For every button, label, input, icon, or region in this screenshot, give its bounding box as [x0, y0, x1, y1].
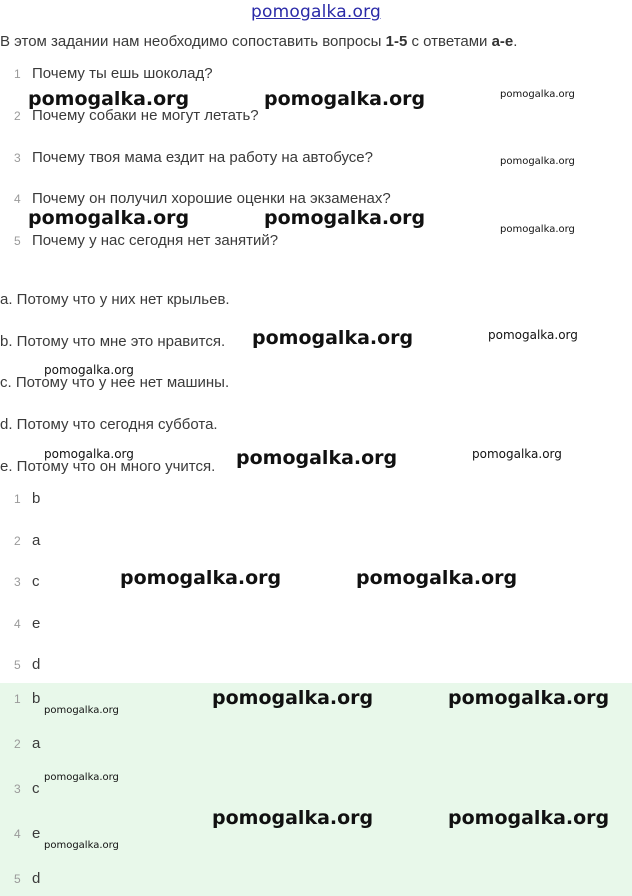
answer-option: b. Потому что мне это нравится. — [0, 333, 226, 350]
question-text: Почему у нас сегодня нет занятий? — [32, 232, 279, 249]
answer-number: 1 — [14, 692, 21, 706]
watermark: pomogalka.org — [212, 687, 374, 709]
question-number: 2 — [14, 109, 21, 123]
question-number: 5 — [14, 234, 21, 248]
answer-row — [14, 615, 40, 632]
watermark: pomogalka.org — [264, 88, 426, 110]
answer-option: e. Потому что он много учится. — [0, 458, 216, 475]
answer-option: a. Потому что у них нет крыльев. — [0, 291, 230, 308]
watermark: pomogalka.org — [44, 363, 134, 377]
watermark: pomogalka.org — [500, 224, 575, 235]
watermark: pomogalka.org — [212, 807, 374, 829]
question-item — [14, 190, 391, 207]
answer-letter: e — [32, 615, 41, 632]
answer-letter: a — [32, 735, 41, 752]
watermark: pomogalka.org — [28, 88, 190, 110]
question-number: 1 — [14, 67, 21, 81]
watermark: pomogalka.org — [448, 687, 610, 709]
site-header-link[interactable]: pomogalka.org — [251, 2, 381, 22]
answer-option: d. Потому что сегодня суббота. — [0, 416, 218, 433]
answer-row — [14, 656, 40, 673]
intro-text-middle: с ответами — [407, 33, 492, 50]
question-number: 3 — [14, 151, 21, 165]
answer-number: 3 — [14, 575, 21, 589]
answer-number: 3 — [14, 782, 21, 796]
watermark: pomogalka.org — [28, 207, 190, 229]
answer-option: c. Потому что у нее нет машины. — [0, 374, 230, 391]
watermark: pomogalka.org — [252, 327, 414, 349]
answer-row — [14, 573, 40, 590]
answer-letter: d — [32, 656, 41, 673]
watermark: pomogalka.org — [448, 807, 610, 829]
correct-answer-row — [14, 870, 40, 887]
question-item — [14, 149, 373, 166]
question-text: Почему твоя мама ездит на работу на автобусе? — [32, 149, 373, 166]
question-item — [14, 232, 278, 249]
watermark: pomogalka.org — [500, 89, 575, 100]
task-intro — [0, 33, 632, 50]
answer-letter: b — [32, 690, 41, 707]
question-text: Почему он получил хорошие оценки на экзаменах? — [32, 190, 391, 207]
question-number: 4 — [14, 192, 21, 206]
answer-number: 5 — [14, 658, 21, 672]
answer-letter: b — [32, 490, 41, 507]
answer-row — [14, 532, 40, 549]
correct-answer-row — [14, 780, 40, 797]
answer-letter: c — [32, 780, 40, 797]
answer-number: 5 — [14, 872, 21, 886]
intro-answer-range: a-e — [491, 33, 514, 50]
intro-text-before: В этом задании нам необходимо сопоставить вопросы — [0, 33, 386, 50]
watermark: pomogalka.org — [264, 207, 426, 229]
correct-answer-row — [14, 735, 40, 752]
watermark: pomogalka.org — [120, 567, 282, 589]
answer-letter: e — [32, 825, 41, 842]
intro-question-range: 1-5 — [385, 33, 408, 50]
answer-row — [14, 490, 40, 507]
answer-number: 2 — [14, 534, 21, 548]
watermark: pomogalka.org — [356, 567, 518, 589]
question-item — [14, 65, 213, 82]
watermark: pomogalka.org — [500, 156, 575, 167]
answer-letter: d — [32, 870, 41, 887]
watermark: pomogalka.org — [44, 447, 134, 461]
answer-number: 4 — [14, 827, 21, 841]
correct-answer-row — [14, 825, 40, 842]
answer-letter: c — [32, 573, 40, 590]
answer-number: 4 — [14, 617, 21, 631]
intro-text-after: . — [513, 33, 518, 50]
watermark: pomogalka.org — [44, 705, 119, 716]
question-text: Почему ты ешь шоколад? — [32, 65, 213, 82]
answer-number: 1 — [14, 492, 21, 506]
watermark: pomogalka.org — [236, 447, 398, 469]
watermark: pomogalka.org — [44, 840, 119, 851]
answer-number: 2 — [14, 737, 21, 751]
answer-letter: a — [32, 532, 41, 549]
question-text: Почему собаки не могут летать? — [32, 107, 259, 124]
watermark: pomogalka.org — [44, 772, 119, 783]
watermark: pomogalka.org — [472, 447, 562, 461]
watermark: pomogalka.org — [488, 328, 578, 342]
correct-answer-row — [14, 690, 40, 707]
